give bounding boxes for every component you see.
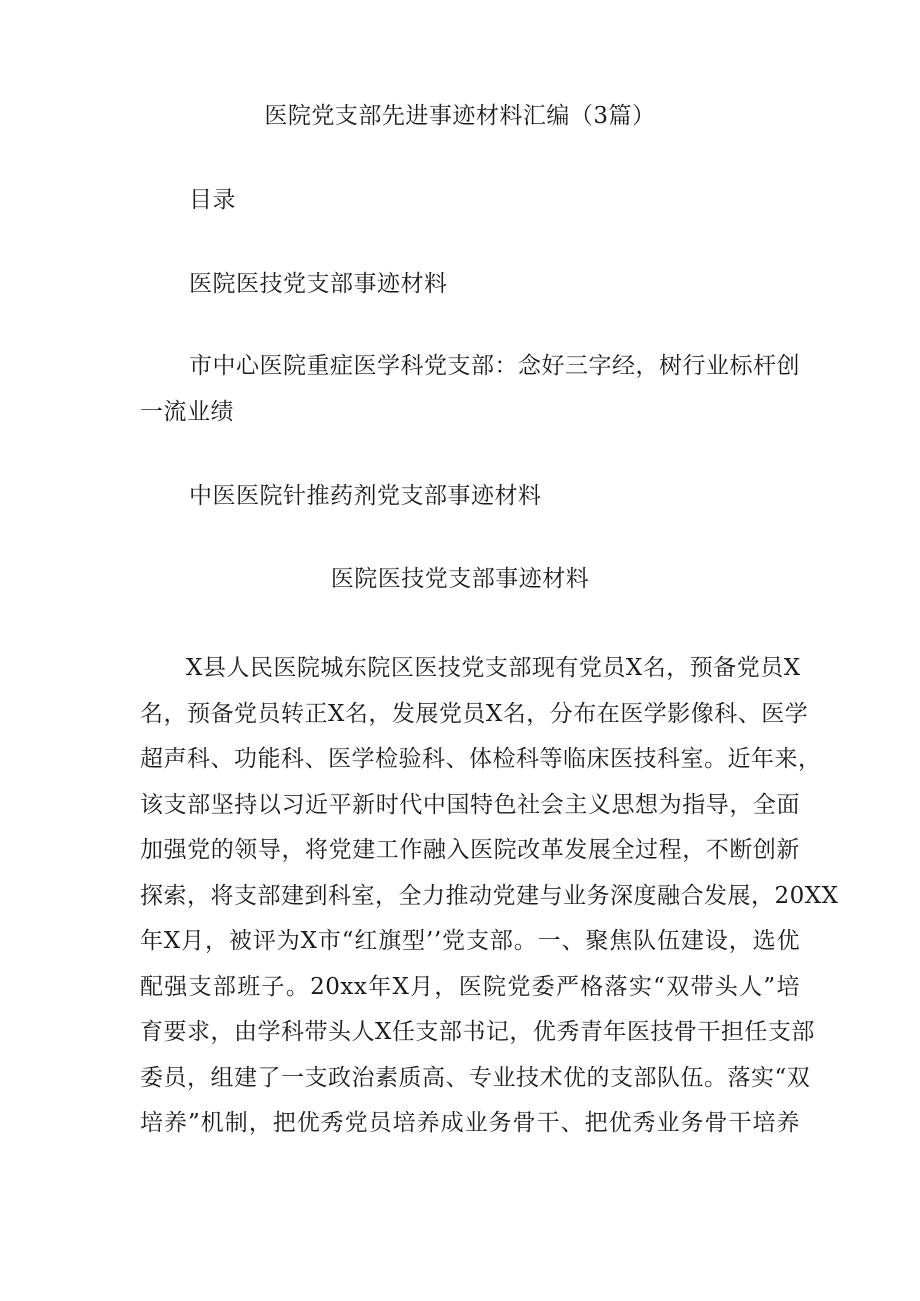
body-line: 配强支部班子。20xx年X月，医院党委严格落实“双带头人”培: [140, 973, 800, 1000]
toc-item: 中医医院针推药剂党支部事迹材料: [189, 483, 542, 509]
toc-item: 市中心医院重症医学科党支部：念好三字经，树行业标杆创: [189, 353, 800, 379]
body-line: 该支部坚持以习近平新时代中国特色社会主义思想为指导，全面: [140, 791, 800, 818]
body-line: X县人民医院城东院区医技党支部现有党员X名，预备党员X: [186, 655, 801, 681]
toc-item: 医院医技党支部事迹材料: [189, 271, 448, 297]
toc-heading: 目录: [189, 187, 236, 213]
section-title: 医院医技党支部事迹材料: [330, 566, 590, 592]
section-body: [140, 646, 839, 1147]
body-line: 超声科、功能科、医学检验科、体检科等临床医技科室。近年来，: [140, 746, 822, 772]
toc-item-continued: 一流业绩: [140, 399, 234, 425]
body-line: 加强党的领导，将党建工作融入医院改革发展全过程，不断创新: [140, 837, 800, 863]
body-line: 育要求，由学科带头人X任支部书记，优秀青年医技骨干担任支部: [140, 1019, 815, 1045]
body-line: 委员，组建了一支政治素质高、专业技术优的支部队伍。落实“双: [140, 1064, 811, 1091]
body-line: 名，预备党员转正X名，发展党员X名，分布在医学影像科、医学: [140, 700, 809, 727]
body-line: 年X月，被评为X市“红旗型’’党支部。一、聚焦队伍建设，选优: [140, 928, 800, 954]
body-line: 培养”机制，把优秀党员培养成业务骨干、把优秀业务骨干培养: [140, 1110, 800, 1136]
document-title: 医院党支部先进事迹材料汇编（3篇）: [264, 103, 656, 129]
body-line: 探索，将支部建到科室，全力推动党建与业务深度融合发展，20XX: [140, 882, 839, 909]
